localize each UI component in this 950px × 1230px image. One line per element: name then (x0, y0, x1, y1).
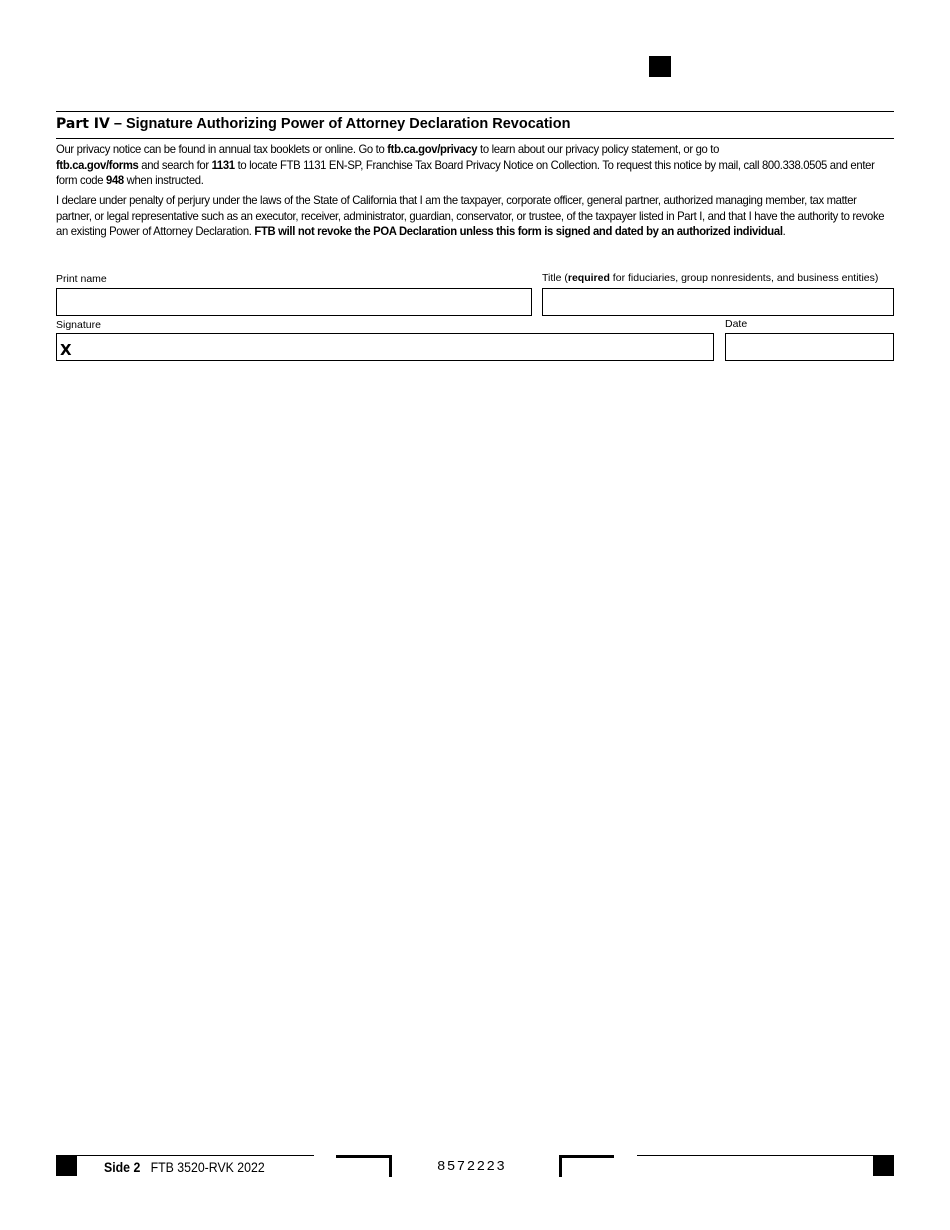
signature-label: Signature (56, 319, 101, 331)
print-name-label: Print name (56, 273, 107, 285)
title-label-post: for fiduciaries, group nonresidents, and business entities) (609, 272, 879, 284)
privacy-text-3: and search for (138, 157, 212, 172)
declaration-end: . (782, 224, 786, 238)
title-label (542, 272, 878, 284)
bracket-mark-right-side (559, 1155, 562, 1177)
privacy-text-4: to locate FTB 1131 EN-SP, Franchise Tax Board Privacy Notice on Collection. To request this notice by mail, call 800.338.0505 and enter form code (56, 157, 875, 187)
declaration-text: I declare under penalty of perjury under the laws of the State of California that I am the taxpayer, corporate officer, general partner, authorized managing member, tax matter partner, or legal representative such as an executor, receiver, administrator, guardian, conservator, or trustee, of the taxpayer listed in Part I, and that I have the authority to revoke an existing Power of Attorney Declaration. (56, 193, 885, 238)
privacy-notice-paragraph (56, 142, 893, 189)
declaration-bold-text: FTB will not revoke the POA Declaration unless this form is signed and dated by an authorized individual (254, 224, 783, 238)
privacy-form-code: 948 (106, 173, 124, 187)
form-barcode-number: 8572223 (437, 1159, 507, 1175)
registration-mark-bottom-left (56, 1155, 77, 1176)
footer-rule-right (637, 1155, 874, 1156)
footer-form-id (104, 1159, 265, 1175)
part-header-bottom-rule (56, 138, 894, 139)
privacy-link-ftb-privacy[interactable]: ftb.ca.gov/privacy (387, 142, 478, 156)
print-name-input[interactable] (56, 288, 532, 316)
signature-input[interactable] (56, 333, 714, 361)
privacy-form-number: 1131 (211, 157, 235, 172)
title-label-required: required (567, 272, 610, 284)
part-dash: – (109, 116, 126, 132)
bracket-mark-left-top (336, 1155, 392, 1158)
signature-x-mark: X (60, 341, 72, 359)
privacy-text-5: when instructed. (123, 173, 204, 187)
date-label: Date (725, 318, 748, 330)
registration-mark-bottom-right (873, 1155, 894, 1176)
registration-mark-top (649, 56, 671, 77)
privacy-text-1: Our privacy notice can be found in annual tax booklets or online. Go to (56, 142, 388, 156)
part-header-top-rule (56, 111, 894, 112)
date-input[interactable] (725, 333, 894, 361)
title-label-pre: Title ( (542, 272, 568, 284)
privacy-text-2: to learn about our privacy policy statement, or go to (477, 142, 720, 156)
footer-side: Side 2 (104, 1159, 141, 1175)
part-label: Part IV (56, 116, 110, 132)
bracket-mark-left-side (389, 1155, 392, 1177)
part-title: Signature Authorizing Power of Attorney Declaration Revocation (125, 116, 571, 132)
bracket-mark-right-top (559, 1155, 614, 1158)
footer-rule-left (77, 1155, 314, 1156)
footer-form-name: FTB 3520-RVK 2022 (150, 1159, 265, 1175)
part-iv-header (56, 115, 896, 133)
declaration-paragraph (56, 193, 893, 240)
privacy-link-ftb-forms[interactable]: ftb.ca.gov/forms (56, 157, 139, 172)
title-input[interactable] (542, 288, 894, 316)
